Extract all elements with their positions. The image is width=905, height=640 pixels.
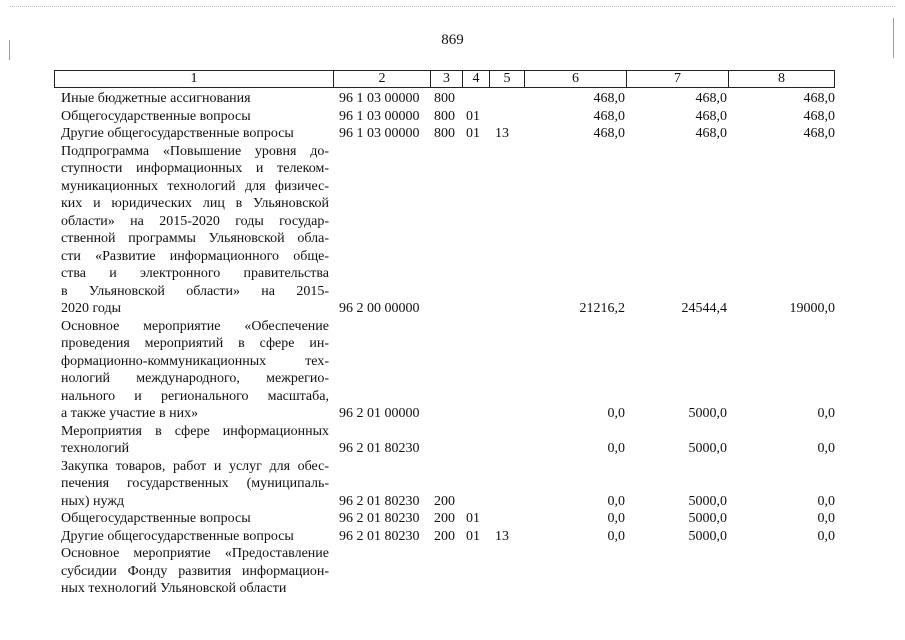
scan-border-dots [10,6,895,7]
row-name-line: сти «Развитие информационного обще- [61,248,329,264]
row-col-3: 800 [434,108,455,124]
row-name-line: Основное мероприятие «Предоставление [61,546,329,561]
row-value-7: 468,0 [695,108,727,124]
table-header [54,70,835,88]
row-name-line: Закупка товаров, работ и услуг для обес- [61,458,329,474]
header-col-5: 5 [489,71,524,87]
row-name-line: а также участие в них» [61,406,199,421]
row-col-4: 01 [466,511,480,526]
row-name-line: печения государственных (муниципаль- [61,476,329,491]
row-value-7: 468,0 [695,126,727,141]
header-col-6: 6 [524,71,626,87]
row-value-6: 0,0 [607,511,625,526]
row-value-7: 24544,4 [681,301,727,316]
row-code: 96 2 00 00000 [339,301,420,316]
row-name-line: Подпрограмма «Повышение уровня до- [61,143,329,159]
table-row [0,143,905,318]
row-value-6: 0,0 [607,528,625,544]
row-col-4: 01 [466,528,480,544]
table-row [0,90,905,108]
header-col-7: 7 [626,71,728,87]
row-name-line: формационно-коммуникационных тех- [61,353,329,369]
row-value-8: 0,0 [817,441,835,456]
row-name-line: технологий [61,441,130,456]
row-value-7: 5000,0 [688,528,727,544]
row-value-6: 21216,2 [579,301,625,316]
row-code: 96 2 01 80230 [339,441,420,456]
header-col-2: 2 [333,71,430,87]
row-col-3: 200 [434,493,455,509]
row-name-line: Мероприятия в сфере информационных [61,423,329,439]
table-row [0,545,905,598]
row-name-line: нологий международного, межрегио- [61,371,329,386]
table-row [0,510,905,528]
row-value-8: 0,0 [817,406,835,421]
row-name-line: проведения мероприятий в сфере ин- [61,336,329,351]
table-row [0,423,905,458]
row-value-6: 0,0 [607,493,625,509]
row-value-8: 468,0 [803,126,835,141]
row-name-line: Общегосударственные вопросы [61,108,251,124]
header-col-3: 3 [430,71,462,87]
table-row [0,528,905,546]
row-name-line: Основное мероприятие «Обеспечение [61,318,329,334]
row-value-6: 468,0 [593,126,625,141]
row-col-3: 800 [434,91,455,106]
row-name-line: ких и юридических лиц в Ульяновской [61,196,329,211]
row-value-7: 468,0 [695,91,727,106]
row-value-6: 468,0 [593,108,625,124]
row-value-7: 5000,0 [688,511,727,526]
row-code: 96 1 03 00000 [339,126,420,141]
row-name-line: в Ульяновской области» на 2015- [61,283,329,299]
row-name-line: Другие общегосударственные вопросы [61,126,294,141]
row-col-3: 200 [434,511,455,526]
row-value-6: 0,0 [607,406,625,421]
header-col-8: 8 [728,71,834,87]
table-row [0,458,905,511]
header-col-4: 4 [462,71,489,87]
row-name-line: ных) нужд [61,493,125,509]
row-name-line: нального и регионального масштаба, [61,388,329,404]
row-code: 96 1 03 00000 [339,91,420,106]
row-code: 96 2 01 80230 [339,511,420,526]
row-name-line: Общегосударственные вопросы [61,511,251,526]
header-col-1: 1 [190,71,198,86]
row-value-8: 468,0 [803,91,835,106]
row-value-8: 0,0 [817,511,835,526]
row-name-line: ственной программы Ульяновской обла- [61,231,329,246]
row-name-line: Иные бюджетные ассигнования [61,91,251,106]
row-col-5: 13 [495,528,509,544]
row-name-line: ных технологий Ульяновской области [61,581,287,596]
page-number: 869 [441,32,464,48]
row-col-5: 13 [495,126,509,141]
row-col-4: 01 [466,108,480,124]
row-name-line: 2020 годы [61,301,122,316]
row-value-8: 19000,0 [789,301,835,316]
row-code: 96 2 01 80230 [339,528,420,544]
row-value-8: 0,0 [817,493,835,509]
row-col-3: 200 [434,528,455,544]
row-name-line: области» на 2015-2020 годы государ- [61,213,329,229]
row-value-7: 5000,0 [688,493,727,509]
row-name-line: муникационных технологий для физичес- [61,178,329,194]
row-name-line: субсидии Фонду развития информацион- [61,563,329,579]
row-col-3: 800 [434,126,455,141]
row-value-7: 5000,0 [688,441,727,456]
row-value-6: 468,0 [593,91,625,106]
row-code: 96 2 01 80230 [339,493,420,509]
table-row [0,108,905,126]
row-value-8: 468,0 [803,108,835,124]
table-row [0,125,905,143]
row-code: 96 2 01 00000 [339,406,420,421]
row-value-7: 5000,0 [688,406,727,421]
row-value-6: 0,0 [607,441,625,456]
row-name-line: ступности информационных и телеком- [61,161,329,176]
row-code: 96 1 03 00000 [339,108,420,124]
row-value-8: 0,0 [817,528,835,544]
row-col-4: 01 [466,126,480,141]
row-name-line: ства и электронного правительства [61,266,329,281]
table-row [0,318,905,423]
row-name-line: Другие общегосударственные вопросы [61,528,294,544]
